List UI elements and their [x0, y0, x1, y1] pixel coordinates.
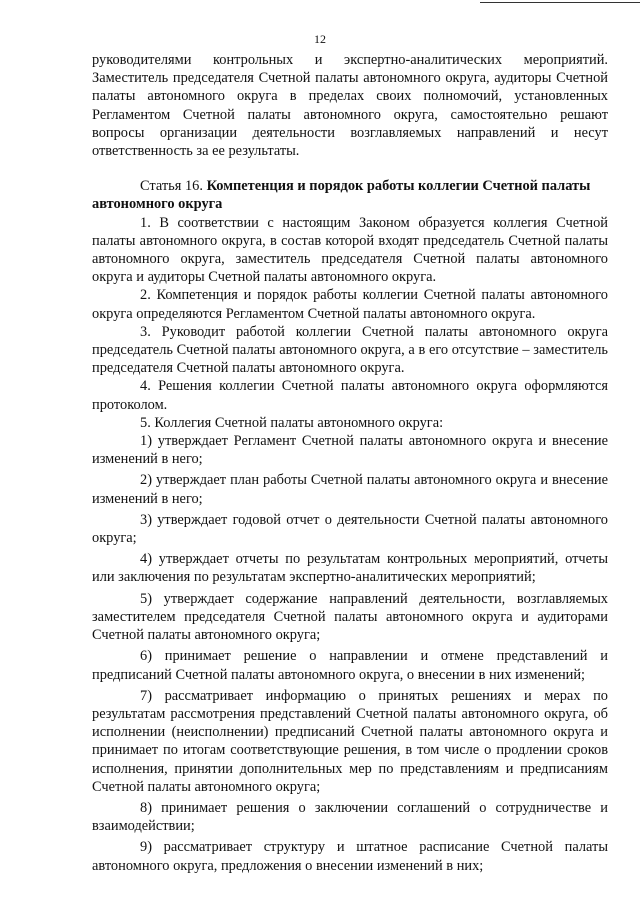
paragraph-1: 1. В соответствии с настоящим Законом образуется коллегия Счетной палаты автономного округа, в состав которой входят председатель Счетной палаты автономного округа, заместитель председателя Счетной палаты автономного округа и аудиторы Счетной палаты автономного округа. — [92, 214, 608, 286]
list-item-2: 2) утверждает план работы Счетной палаты автономного округа и внесение изменений в него; — [92, 472, 608, 507]
page-number: 12 — [314, 32, 326, 46]
paragraph-2: 2. Компетенция и порядок работы коллегии Счетной палаты автономного округа определяются Регламентом Счетной палаты автономного округа. — [92, 287, 608, 322]
article-number: Статья 16. — [140, 178, 203, 195]
list-item-9: 9) рассматривает структуру и штатное расписание Счетной палаты автономного округа, предложения о внесении изменений в них; — [92, 839, 608, 874]
document-body — [92, 51, 608, 875]
list-item-3: 3) утверждает годовой отчет о деятельности Счетной палаты автономного округа; — [92, 511, 608, 547]
list-item-7: 7) рассматривает информацию о принятых решениях и мерах по результатам рассмотрения представлений Счетной палаты автономного округа, об исполнении (неисполнении) предписаний Счетной палаты автономного округа и принимает по итогам соответствующие решения, в том числе о продлении сроков исполнения, принятии дополнительных мер по представлениям и предписаниям Счетной палаты автономного округа; — [92, 687, 608, 795]
paragraph-4: 4. Решения коллегии Счетной палаты автономного округа оформляются протоколом. — [92, 378, 608, 413]
paragraph-5: 5. Коллегия Счетной палаты автономного округа: — [140, 414, 444, 431]
top-rule — [480, 2, 640, 3]
list-item-6: 6) принимает решение о направлении и отмене представлений и предписаний Счетной палаты автономного округа, о внесении в них изменений; — [92, 648, 608, 683]
list-item-1: 1) утверждает Регламент Счетной палаты автономного округа и внесение изменений в него; — [92, 433, 608, 468]
intro-paragraph: руководителями контрольных и экспертно-аналитических мероприятий. Заместитель председателя Счетной палаты автономного округа, аудиторы Счетной палаты автономного округа в пределах своих полномочий, установленных Регламентом Счетной палаты автономного округа, самостоятельно решают вопросы организации деятельности возглавляемых направлений и несут ответственность за ее результаты. — [92, 52, 608, 160]
list-item-5: 5) утверждает содержание направлений деятельности, возглавляемых заместителем председателя Счетной палаты автономного округа и аудиторами Счетной палаты автономного округа; — [92, 590, 608, 644]
article-heading — [92, 177, 608, 213]
list-item-4: 4) утверждает отчеты по результатам контрольных мероприятий, отчеты или заключения по результатам экспертно-аналитических мероприятий; — [92, 551, 608, 586]
paragraph-3: 3. Руководит работой коллегии Счетной палаты автономного округа председатель Счетной палаты автономного округа, а в его отсутствие – заместитель председателя Счетной палаты автономного округа. — [92, 323, 608, 377]
list-item-8: 8) принимает решения о заключении соглашений о сотрудничестве и взаимодействии; — [92, 799, 608, 835]
article-title: Компетенция и порядок работы коллегии Счетной палаты автономного округа — [92, 178, 591, 213]
